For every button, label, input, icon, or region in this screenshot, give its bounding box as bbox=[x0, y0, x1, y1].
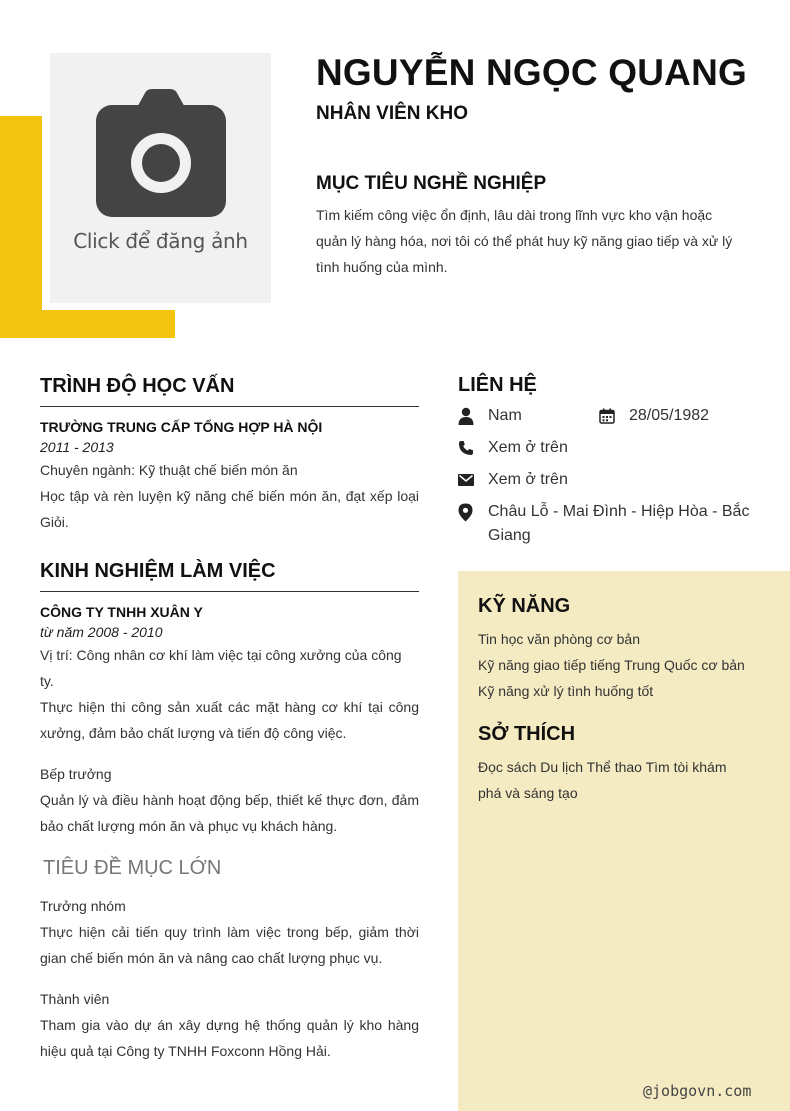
education-heading: TRÌNH ĐỘ HỌC VẤN bbox=[40, 375, 419, 407]
email-value[interactable]: Xem ở trên bbox=[488, 471, 568, 488]
job-title: NHÂN VIÊN KHO bbox=[316, 103, 469, 124]
address-value: Châu Lỗ - Mai Đình - Hiệp Hòa - Bắc Giang bbox=[488, 503, 750, 544]
experience-role-description: Quản lý và điều hành hoạt động bếp, thiết kế thực đơn, đảm bảo chất lượng món ăn và phục vụ khách hàng. bbox=[40, 792, 419, 834]
calendar-icon bbox=[599, 404, 629, 428]
big-section-role: Trưởng nhóm bbox=[40, 898, 126, 914]
camera-icon bbox=[95, 89, 227, 219]
contact-phone bbox=[458, 436, 568, 460]
contact-address bbox=[458, 500, 758, 548]
contact-heading: LIÊN HỆ bbox=[458, 374, 537, 396]
skill-item: Kỹ năng giao tiếp tiếng Trung Quốc cơ bản bbox=[478, 657, 745, 673]
contact-gender bbox=[458, 404, 522, 428]
objective-text: Tìm kiếm công việc ổn định, lâu dài trong lĩnh vực kho vận hoặc quản lý hàng hóa, nơi tôi có thể phát huy kỹ năng giao tiếp và xử lý tình huống của mình. bbox=[316, 207, 733, 275]
skill-item: Tin học văn phòng cơ bản bbox=[478, 631, 640, 647]
experience-description: Thực hiện thi công sản xuất các mặt hàng cơ khí tại công xưởng, đảm bảo chất lượng và tiến độ công việc. bbox=[40, 699, 419, 741]
phone-value[interactable]: Xem ở trên bbox=[488, 439, 568, 456]
candidate-name: NGUYỄN NGỌC QUANG bbox=[316, 52, 747, 93]
photo-upload-button[interactable] bbox=[50, 53, 271, 303]
contact-birthday bbox=[599, 404, 709, 428]
contact-email bbox=[458, 468, 568, 492]
user-icon bbox=[458, 404, 488, 428]
company-name: CÔNG TY TNHH XUÂN Y bbox=[40, 604, 203, 620]
hobbies-heading: SỞ THÍCH bbox=[478, 723, 576, 745]
skills-heading: KỸ NĂNG bbox=[478, 595, 571, 617]
skill-item: Kỹ năng xử lý tình huống tốt bbox=[478, 683, 654, 699]
education-description: Học tập và rèn luyện kỹ năng chế biến món ăn, đạt xếp loại Giỏi. bbox=[40, 488, 419, 530]
hobbies-text: Đọc sách Du lịch Thể thao Tìm tòi khám phá và sáng tạo bbox=[478, 759, 727, 801]
big-section-heading: TIÊU ĐỀ MỤC LỚN bbox=[43, 857, 222, 879]
objective-heading: MỤC TIÊU NGHỀ NGHIỆP bbox=[316, 173, 547, 194]
experience-section bbox=[40, 560, 419, 1064]
accent-bar-vertical bbox=[0, 116, 42, 338]
education-period: 2011 - 2013 bbox=[40, 439, 114, 455]
experience-position: Vị trí: Công nhân cơ khí làm việc tại công xưởng của công ty. bbox=[40, 647, 402, 689]
watermark: @jobgovn.com bbox=[643, 1082, 752, 1100]
experience-period: từ năm 2008 - 2010 bbox=[40, 624, 163, 640]
experience-role: Bếp trưởng bbox=[40, 766, 112, 782]
education-major: Chuyên ngành: Kỹ thuật chế biến món ăn bbox=[40, 462, 298, 478]
school-name: TRƯỜNG TRUNG CẤP TỔNG HỢP HÀ NỘI bbox=[40, 419, 323, 435]
birthday-value: 28/05/1982 bbox=[629, 407, 710, 424]
education-section bbox=[40, 375, 419, 535]
big-section-role-description: Thực hiện cải tiến quy trình làm việc trong bếp, giảm thời gian chế biến món ăn và nâng cao chất lượng phục vụ. bbox=[40, 924, 419, 966]
accent-bar-horizontal bbox=[0, 310, 175, 338]
location-pin-icon bbox=[458, 500, 488, 524]
photo-upload-label: Click để đăng ảnh bbox=[73, 229, 248, 253]
big-section-role-description: Tham gia vào dự án xây dựng hệ thống quản lý kho hàng hiệu quả tại Công ty TNHH Foxconn Hồng Hải. bbox=[40, 1017, 419, 1059]
mail-icon bbox=[458, 468, 488, 492]
big-section-role: Thành viên bbox=[40, 991, 110, 1007]
phone-icon bbox=[458, 436, 488, 460]
experience-heading: KINH NGHIỆM LÀM VIỆC bbox=[40, 560, 419, 592]
gender-value: Nam bbox=[488, 407, 522, 424]
